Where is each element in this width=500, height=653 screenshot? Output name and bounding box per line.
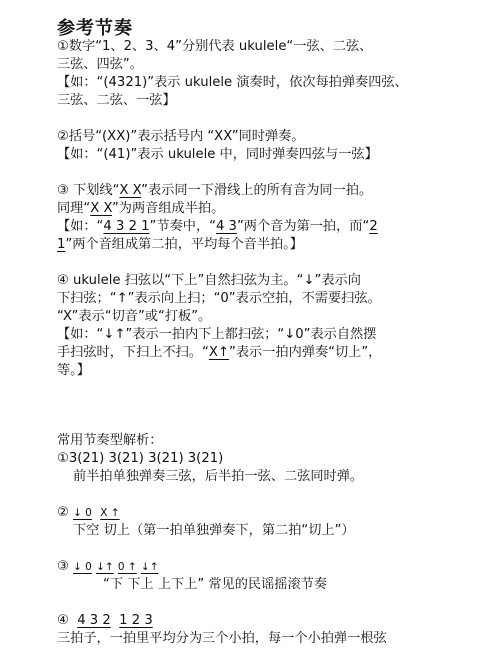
section2-line1: ②括号“(XX)”表示括号内 “XX”同时弹奏。 bbox=[57, 129, 305, 144]
underlined-notation: X↑ bbox=[208, 345, 229, 360]
section1-line1: ①数字“1、2、3、4”分别代表 ukulele“一弦、二弦、 bbox=[57, 39, 373, 54]
section1-line2: 三弦、四弦”。 bbox=[57, 57, 143, 72]
text: ③ 下划线“ bbox=[57, 183, 120, 198]
pattern-number: ③ bbox=[57, 559, 69, 574]
section4-line5 bbox=[57, 344, 381, 362]
text: ”表示一拍内弹奏“切上”， bbox=[229, 345, 382, 360]
pattern3-notation bbox=[57, 558, 159, 576]
pattern3-description: “下 下上 上下上” 常见的民谣摇滚节奏 bbox=[103, 577, 328, 592]
section4-line6: 等。】 bbox=[57, 363, 90, 378]
text: 同理“ bbox=[57, 201, 91, 216]
analysis-heading: 常用节奏型解析： bbox=[57, 433, 163, 448]
underlined-notation: 1 bbox=[57, 237, 66, 252]
pattern1-notation: ①3(21) 3(21) 3(21) 3(21) bbox=[57, 451, 224, 466]
section4-line3: “X”表示“切音”或“打板”。 bbox=[57, 309, 212, 324]
text: ”两个音组成第二拍，平均每个音半拍。】 bbox=[65, 237, 303, 252]
pattern4-notation bbox=[57, 612, 153, 630]
text: 【如：“ bbox=[57, 219, 104, 234]
text: ”节奏中，“ bbox=[149, 219, 216, 234]
text: ”为两音组成半拍。 bbox=[111, 201, 225, 216]
section3-line3 bbox=[57, 218, 378, 236]
beat-group: ↓↑ bbox=[140, 561, 159, 573]
beat-group: ↓ 0 bbox=[73, 507, 92, 519]
beat-group: 4 3 2 bbox=[77, 613, 111, 628]
pattern4-description: 三拍子，一拍里平均分为三个小拍，每一个小拍弹一根弦 bbox=[57, 631, 387, 646]
section1-line4: 三弦、二弦、一弦】 bbox=[57, 93, 176, 108]
section4-line1: ④ ukulele 扫弦以“下上”自然扫弦为主。“↓”表示向 bbox=[57, 273, 361, 288]
beat-group: 0 ↑ bbox=[117, 561, 137, 573]
section4-line2: 下扫弦；“↑”表示向上扫；“0”表示空拍，不需要扫弦。 bbox=[57, 291, 381, 306]
text: 手扫弦时，下扫上不扫。“ bbox=[57, 345, 209, 360]
pattern-number: ④ bbox=[57, 613, 69, 628]
underlined-notation: 4 3 2 1 bbox=[103, 219, 150, 234]
section4-line4: 【如：“↓↑”表示一拍内下上都扫弦；“↓0”表示自然摆 bbox=[57, 327, 377, 342]
underlined-notation: X X bbox=[90, 201, 112, 216]
pattern-number: ② bbox=[57, 505, 69, 520]
beat-group: ↓↑ bbox=[96, 561, 114, 573]
section2-line2: 【如：“(41)”表示 ukulele 中，同时弹奏四弦与一弦】 bbox=[57, 147, 378, 162]
underlined-notation: X X bbox=[119, 183, 142, 198]
section3-line4 bbox=[57, 236, 303, 254]
pattern1-description: 前半拍单独弹奏三弦，后半拍一弦、二弦同时弹。 bbox=[73, 469, 364, 484]
underlined-notation: 2 bbox=[369, 219, 378, 234]
pattern2-notation bbox=[57, 504, 120, 522]
section1-line3: 【如：“(4321)”表示 ukulele 演奏时，依次每拍弹奏四弦、 bbox=[57, 75, 408, 90]
section3-line1 bbox=[57, 182, 372, 200]
pattern2-description: 下空 切上（第一拍单独弹奏下，第二拍“切上”） bbox=[73, 523, 355, 538]
text: ”两个音为第一拍，而“ bbox=[236, 219, 370, 234]
underlined-notation: 4 3 bbox=[215, 219, 237, 234]
beat-group: X ↑ bbox=[100, 507, 120, 519]
section3-line2 bbox=[57, 200, 224, 218]
beat-group: ↓ 0 bbox=[73, 561, 92, 573]
text: ”表示同一下滑线上的所有音为同一拍。 bbox=[141, 183, 373, 198]
page-title: 参考节奏 bbox=[57, 18, 133, 39]
beat-group: 1 2 3 bbox=[119, 613, 153, 628]
